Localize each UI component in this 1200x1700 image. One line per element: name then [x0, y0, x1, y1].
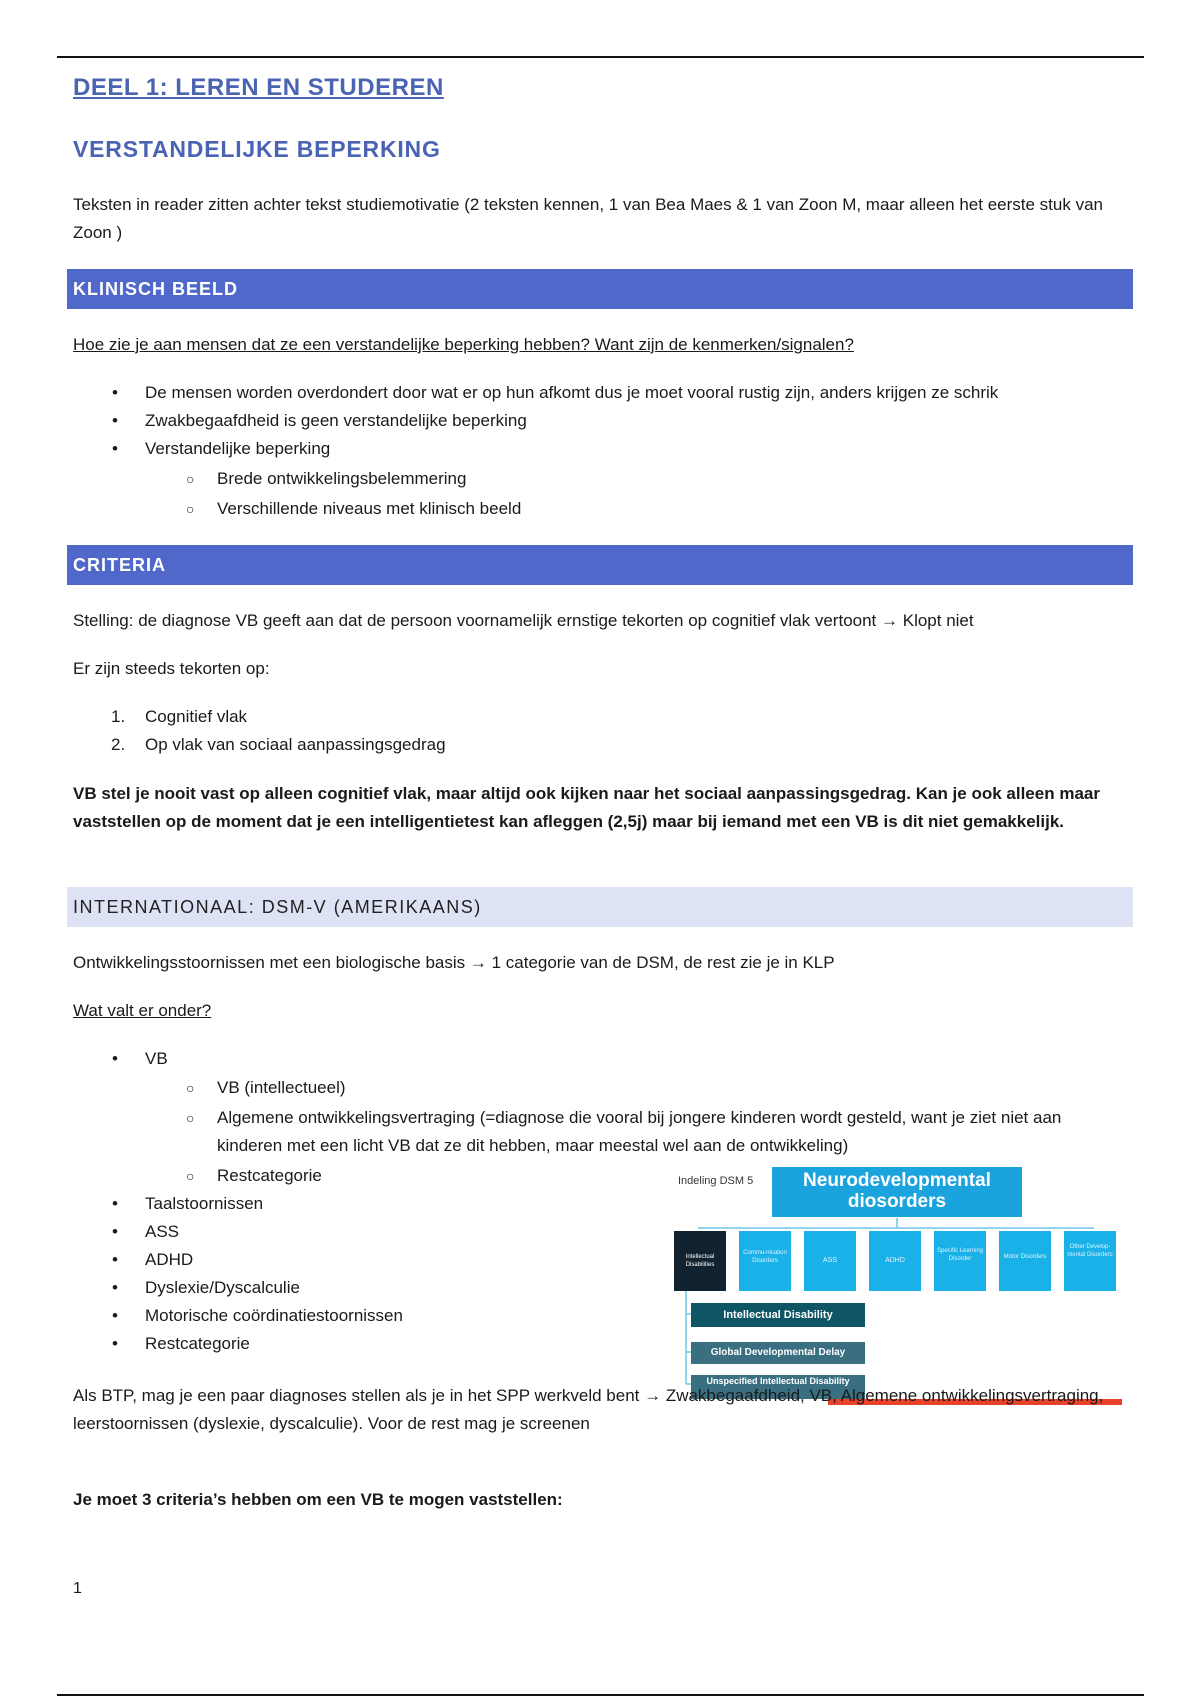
bullet-icon: • — [112, 383, 118, 402]
bullet-icon: • — [112, 1049, 118, 1068]
circle-bullet-icon: ○ — [186, 471, 195, 487]
diagram-category-box: Commu-nication Disorders — [739, 1231, 791, 1291]
dsm-question: Wat valt er onder? — [73, 1001, 212, 1020]
diagram-category-box: Intellectual Disabilities — [674, 1231, 726, 1291]
diagram-category-box: Specific Learning Disorder — [934, 1231, 986, 1291]
dsm-intro: Ontwikkelingsstoornissen met een biologische basis → 1 categorie van de DSM, de rest zie je in KLP — [73, 953, 835, 972]
bottom-rule — [57, 1694, 1144, 1696]
diagram-sub-box: Intellectual Disability — [691, 1303, 865, 1327]
diagram-root-box: Neurodevelopmental diosorders — [772, 1167, 1022, 1217]
list-item: ○ VB (intellectueel) — [217, 1074, 1117, 1102]
list-item: 1. Cognitief vlak — [111, 707, 248, 726]
list-item: • Taalstoornissen — [145, 1190, 403, 1218]
section-heading-criteria: CRITERIA — [67, 545, 1133, 585]
page-title: DEEL 1: LEREN EN STUDEREN — [73, 74, 444, 101]
list-item: • VB — [145, 1045, 168, 1073]
list-item: • Restcategorie — [145, 1330, 403, 1358]
section-heading-dsm: INTERNATIONAAL: DSM-V (AMERIKAANS) — [67, 887, 1133, 927]
list-item: • Motorische coördinatiestoornissen — [145, 1302, 403, 1330]
criteria-statement: Stelling: de diagnose VB geeft aan dat de persoon voornamelijk ernstige tekorten op cognitief vlak vertoont → Klopt niet — [73, 611, 974, 630]
list-item: • Verstandelijke beperking — [145, 435, 998, 463]
bullet-icon: • — [112, 1194, 118, 1213]
diagram-category-box: ADHD — [869, 1231, 921, 1291]
bullet-icon: • — [112, 1250, 118, 1269]
criteria-line: Je moet 3 criteria’s hebben om een VB te mogen vaststellen: — [73, 1490, 563, 1509]
list-item: ○ Verschillende niveaus met klinisch beeld — [217, 495, 521, 523]
list-item: ○ Algemene ontwikkelingsvertraging (=diagnose die vooral bij jongere kinderen wordt gesteld, want je ziet niet aan kinderen met een licht VB dat ze dit hebben, maar meestal wel aan de ontwikkeling) — [217, 1104, 1117, 1160]
btp-paragraph: Als BTP, mag je een paar diagnoses stellen als je in het SPP werkveld bent → Zwakbegaafdheid, VB, Algemene ontwikkelingsvertraging, leerstoornissen (dyslexie, dyscalculie). Voor de rest mag je screenen — [73, 1386, 1104, 1433]
bullet-icon: • — [112, 1278, 118, 1297]
list-item: ○ Restcategorie — [217, 1162, 1117, 1190]
diagram-sub-box: Unspecified Intellectual Disability — [691, 1375, 865, 1399]
diagram-sub-box: Global Developmental Delay — [691, 1342, 865, 1364]
bullet-icon: • — [112, 439, 118, 458]
diagram-category-box: Other Develop-mental Disorders — [1064, 1231, 1116, 1291]
deficits-intro: Er zijn steeds tekorten op: — [73, 659, 270, 678]
section1-sub-list — [186, 465, 522, 523]
bullet-icon: • — [112, 411, 118, 430]
list-item: ○ Brede ontwikkelingsbelemmering — [217, 465, 521, 493]
bullet-icon: • — [112, 1222, 118, 1241]
list-item: • Zwakbegaafdheid is geen verstandelijke beperking — [145, 407, 998, 435]
circle-bullet-icon: ○ — [186, 501, 195, 517]
circle-bullet-icon: ○ — [186, 1110, 195, 1126]
list-item: 2. Op vlak van sociaal aanpassingsgedrag — [111, 735, 446, 754]
bullet-icon: • — [112, 1334, 118, 1353]
diagram-category-box: ASS — [804, 1231, 856, 1291]
diagram-category-box: Motor Disorders — [999, 1231, 1051, 1291]
bullet-icon: • — [112, 1306, 118, 1325]
deficits-numbered-list — [111, 703, 446, 759]
diagram-caption: Indeling DSM 5 — [678, 1175, 754, 1187]
dsm-bullet-list — [112, 1190, 403, 1358]
section-heading-klinisch-beeld: KLINISCH BEELD — [67, 269, 1133, 309]
list-item: • ASS — [145, 1218, 403, 1246]
page-number: 1 — [73, 1580, 82, 1597]
dsm5-diagram — [658, 1166, 1122, 1406]
section1-bullet-list — [112, 379, 999, 463]
list-item: • Dyslexie/Dyscalculie — [145, 1274, 403, 1302]
intro-paragraph: Teksten in reader zitten achter tekst studiemotivatie (2 teksten kennen, 1 van Bea Maes & 1 van Zoon M, maar alleen het eerste stuk van Zoon ) — [73, 195, 1103, 242]
dsm-vb-list — [112, 1045, 168, 1073]
list-item: • ADHD — [145, 1246, 403, 1274]
criteria-bold-paragraph: VB stel je nooit vast op alleen cognitief vlak, maar altijd ook kijken naar het sociaal aanpassingsgedrag. Kan je ook alleen maar vaststellen op de moment dat je een intelligentietest kan afleggen (2,5j) maar bij iemand met een VB is dit niet gemakkelijk. — [73, 784, 1100, 831]
section1-question: Hoe zie je aan mensen dat ze een verstandelijke beperking hebben? Want zijn de kenmerken/signalen? — [73, 335, 854, 354]
circle-bullet-icon: ○ — [186, 1080, 195, 1096]
list-item: • De mensen worden overdondert door wat er op hun afkomt dus je moet vooral rustig zijn, anders krijgen ze schrik — [145, 379, 998, 407]
circle-bullet-icon: ○ — [186, 1168, 195, 1184]
page-subtitle: VERSTANDELIJKE BEPERKING — [73, 136, 441, 162]
top-rule — [57, 56, 1144, 58]
